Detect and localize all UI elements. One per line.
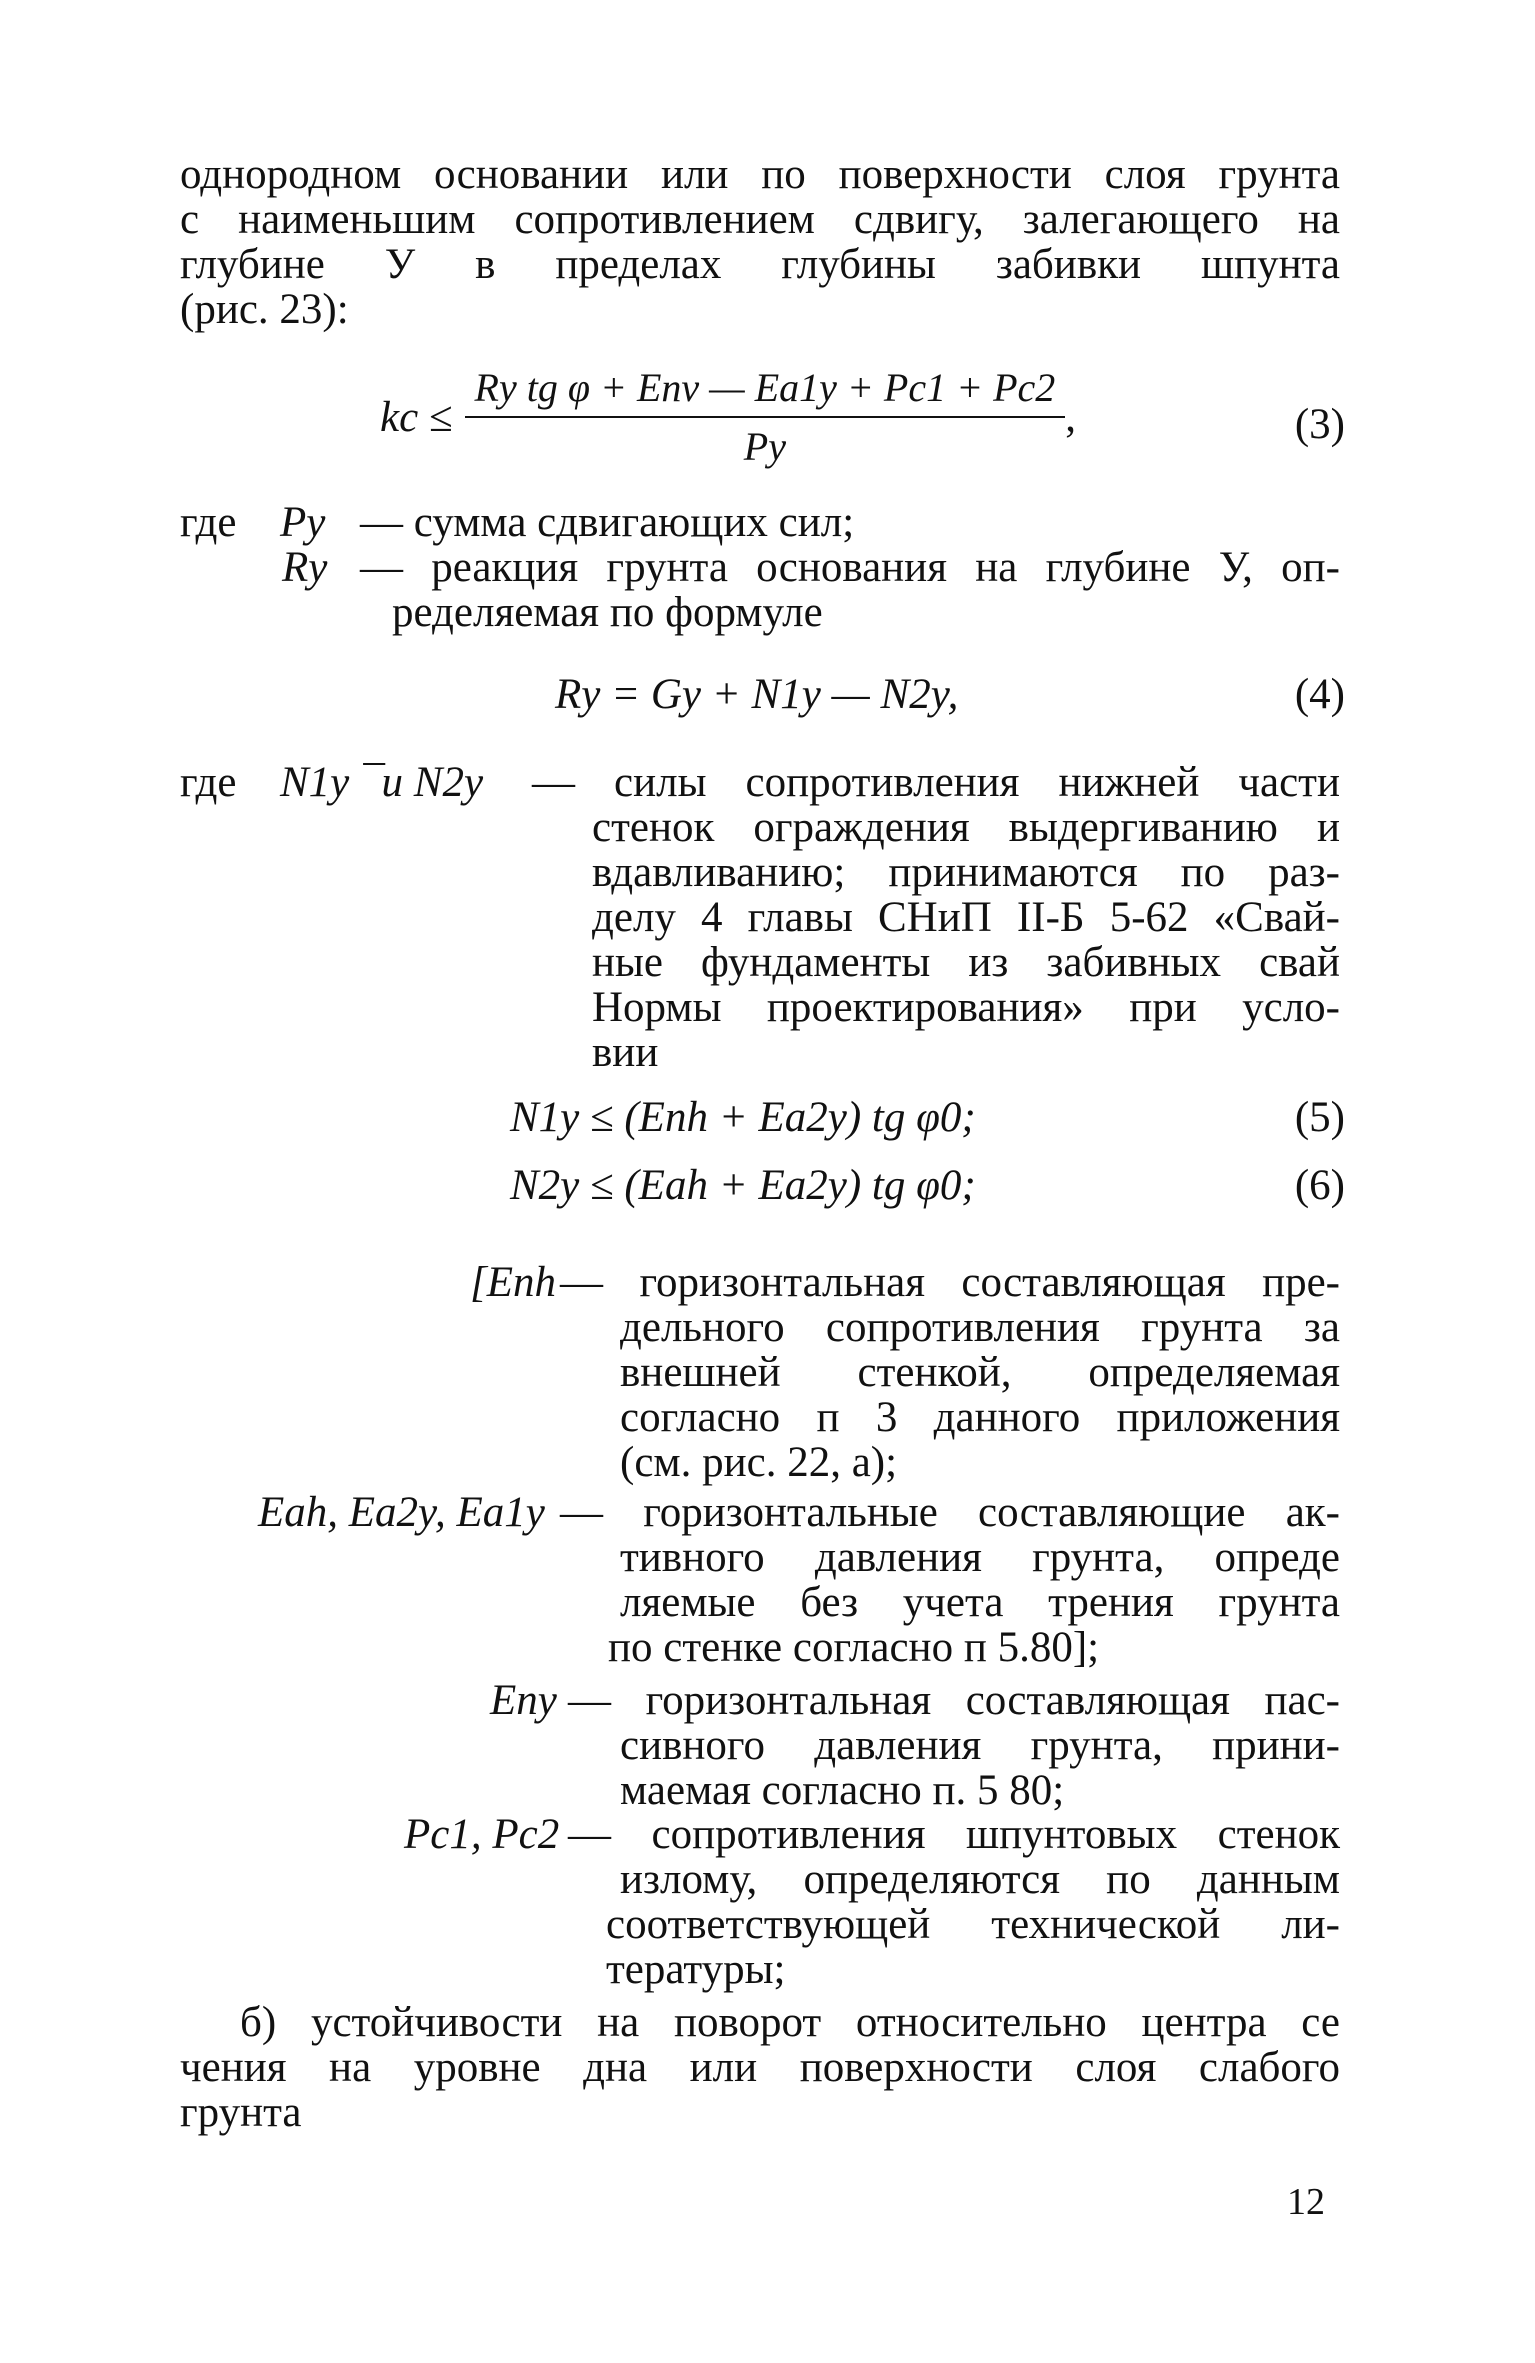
equation-4: Rу = Gу + N1у — N2у, — [555, 671, 959, 718]
outro-line-2: чения на уровне дна или поверхности слоя слабого — [180, 2044, 1340, 2091]
defs2-line-2: стенок ограждения выдергиванию и — [592, 804, 1340, 851]
eq5-number: (5) — [1294, 1094, 1345, 1141]
defs2-line-7: вии — [592, 1029, 659, 1076]
defs3-4-line-1: — сопротивления шпунтовых стенок — [568, 1811, 1340, 1858]
page-number: 12 — [1287, 2181, 1325, 2223]
equation-3 — [380, 365, 1076, 469]
defs3-2-line-1: — горизонтальные составляющие ак- — [560, 1489, 1340, 1536]
defs3-2-line-4: по стенке согласно п 5.80]; — [608, 1624, 1100, 1671]
defs2-line-4: делу 4 главы СНиП II-Б 5-62 «Свай- — [592, 894, 1340, 941]
defs1-sym-2: Rу — [282, 544, 328, 591]
defs1-gde: где — [180, 499, 237, 546]
defs3-text-3 — [568, 1678, 1340, 1813]
defs3-1-line-2: дельного сопротивления грунта за — [620, 1304, 1340, 1351]
defs3-sym-3: Eпу — [490, 1677, 557, 1724]
defs2-line-6: Нормы проектирования» при усло- — [592, 984, 1340, 1031]
outro-line-3: грунта — [180, 2089, 302, 2136]
defs3-1-line-5: (см. рис. 22, а); — [620, 1439, 898, 1486]
eq3-number: (3) — [1294, 401, 1345, 448]
defs3-text-4 — [568, 1812, 1340, 1992]
defs3-2-line-2: тивного давления грунта, опреде — [620, 1534, 1340, 1581]
outro-line-1: б) устойчивости на поворот относительно центра се — [240, 1999, 1340, 2046]
defs1-cont: ределяемая по формуле — [392, 589, 823, 636]
defs3-1-line-3: внешней стенкой, определяемая — [620, 1349, 1340, 1396]
defs2-sym: N1у ¯и N2у — [280, 759, 484, 806]
intro-line-2: с наименьшим сопротивлением сдвигу, залегающего на — [180, 196, 1340, 243]
defs2-line-1: — силы сопротивления нижней части — [532, 759, 1340, 806]
defs3-sym-1: [Eпh — [470, 1259, 556, 1306]
fraction-bar — [465, 416, 1066, 418]
eq3-denominator: Pу — [743, 424, 786, 469]
equation-6: N2у ≤ (Eah + Ea2у) tg φ0; — [510, 1162, 976, 1209]
defs2-line-5: ные фундаменты из забивных свай — [592, 939, 1340, 986]
defs3-3-line-1: — горизонтальная составляющая пас- — [568, 1677, 1340, 1724]
defs2-gde: где — [180, 759, 237, 806]
defs2-text — [532, 760, 1340, 1075]
defs1-sym-1: Pу — [280, 499, 326, 546]
defs3-sym-2: Eah, Ea2у, Ea1у — [258, 1489, 545, 1536]
defs1-text-2: — реакция грунта основания на глубине У, оп- — [360, 544, 1340, 591]
intro-line-4: (рис. 23): — [180, 286, 349, 333]
eq3-numerator: Rу tg φ + Eпv — Ea1у + Pc1 + Pc2 — [474, 365, 1056, 410]
defs3-1-line-4: согласно п 3 данного приложения — [620, 1394, 1340, 1441]
defs3-3-line-3: маемая согласно п. 5 80; — [620, 1767, 1065, 1814]
eq4-number: (4) — [1294, 671, 1345, 718]
defs3-text-2 — [560, 1490, 1340, 1670]
outro-paragraph — [180, 2000, 1340, 2135]
intro-line-3: глубине У в пределах глубины забивки шпунта — [180, 241, 1340, 288]
defs3-4-line-4: тературы; — [606, 1946, 786, 1993]
defs3-1-line-1: — горизонтальная составляющая пре- — [560, 1259, 1340, 1306]
defs2-line-3: вдавливанию; принимаются по раз- — [592, 849, 1340, 896]
defs3-text-1 — [560, 1260, 1340, 1485]
eq6-number: (6) — [1294, 1162, 1345, 1209]
defs3-4-line-2: излому, определяются по данным — [620, 1856, 1340, 1903]
defs3-4-line-3: соответствующей технической ли- — [606, 1901, 1340, 1948]
defs3-3-line-2: сивного давления грунта, прини- — [620, 1722, 1340, 1769]
eq3-tail: , — [1065, 393, 1077, 441]
defs1-text-1: — сумма сдвигающих сил; — [360, 499, 855, 546]
defs3-sym-4: Pc1, Pc2 — [404, 1811, 560, 1858]
equation-5: N1у ≤ (Eпh + Ea2у) tg φ0; — [510, 1094, 976, 1141]
defs3-2-line-3: ляемые без учета трения грунта — [620, 1579, 1340, 1626]
intro-line-1: однородном основании или по поверхности слоя грунта — [180, 151, 1340, 198]
intro-paragraph — [180, 152, 1340, 332]
eq3-lhs: kc ≤ — [380, 393, 453, 441]
